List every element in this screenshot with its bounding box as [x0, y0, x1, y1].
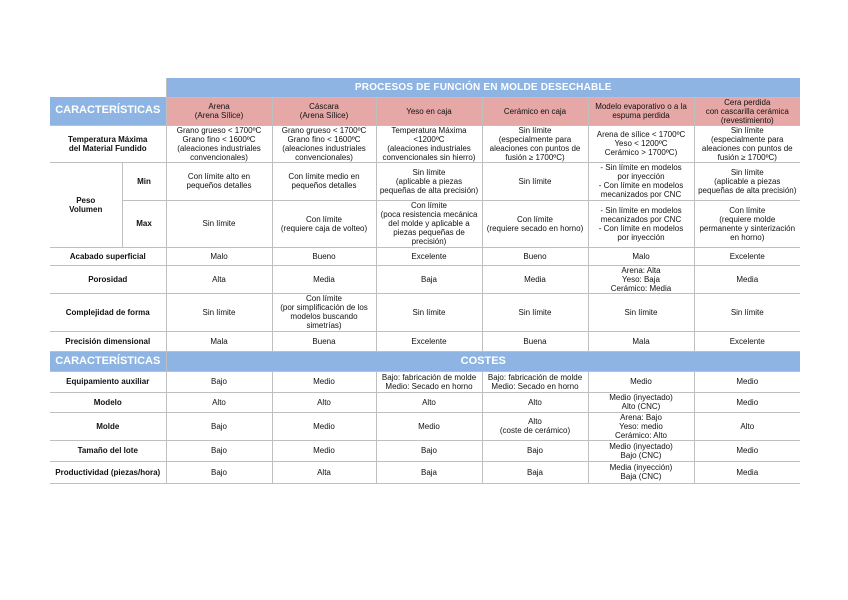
process-header [694, 97, 800, 125]
table-cell [694, 200, 800, 247]
table-cell [376, 293, 482, 331]
table-cell [482, 412, 588, 440]
table-cell [166, 200, 272, 247]
cell-line: - Con límite en modelos [598, 181, 684, 190]
cell-line: Sin límite [202, 219, 236, 228]
cell-line: Alta [212, 274, 226, 284]
cell-line: (requiere secado en horno) [486, 223, 584, 233]
cell-line: (aleaciones industriales [282, 143, 366, 153]
table-cell: Bueno [272, 247, 376, 265]
table-cell [588, 265, 694, 293]
cell-line: Peso [76, 195, 96, 205]
row-label-precision: Precisión dimensional [50, 331, 166, 351]
cell-line: Medio (inyectado) [609, 393, 673, 402]
table-cell [694, 440, 800, 461]
cell-line: Arena: Alta [621, 265, 661, 275]
cell-line: Medio [736, 397, 759, 407]
cell-line: Bajo [526, 446, 543, 455]
table-cell [482, 440, 588, 461]
table-cell [694, 461, 800, 483]
cell-line: aleaciones con puntos de [489, 143, 581, 153]
page-title: PROCESOS DE FUNCIÓN EN MOLDE DESECHABLE [166, 78, 800, 97]
cell-line: - Sin límite en modelos [600, 205, 682, 215]
table-cell [376, 265, 482, 293]
cell-line: Cerámico > 1700ºC) [604, 148, 678, 157]
cell-line: (revestimiento) [720, 115, 774, 125]
table-cell [588, 461, 694, 483]
row-label-temperature [50, 125, 166, 162]
table-cell [376, 440, 482, 461]
cell-line: Baja [526, 467, 543, 477]
cell-line: Medio [313, 446, 335, 455]
cell-line: Baja (CNC) [620, 472, 662, 481]
cell-line: espuma perdida [612, 111, 670, 120]
table-cell [694, 125, 800, 162]
cell-line: Grano grueso < 1700ºC [281, 125, 367, 135]
cell-line: Arena de sílice < 1700ºC [596, 130, 686, 139]
table-cell [376, 125, 482, 162]
cell-line: Sin límite [730, 307, 764, 317]
cell-line: Sin límite [202, 307, 236, 317]
cell-line: en horno) [730, 232, 765, 242]
table-cell [166, 293, 272, 331]
table-cell [166, 392, 272, 412]
table-cell [272, 293, 376, 331]
cell-line: Media [524, 274, 546, 284]
table-cell [482, 461, 588, 483]
cell-line: Alto [422, 397, 436, 407]
cell-line: Bajo [420, 446, 437, 455]
cell-line: Con límite [305, 214, 342, 224]
table-cell [588, 392, 694, 412]
table-cell [272, 125, 376, 162]
cell-line: Cerámico: Media [610, 283, 672, 293]
cell-line: Sin límite [518, 307, 552, 317]
cell-line: Medio [313, 421, 335, 431]
cell-line: Alto [740, 421, 755, 431]
row-label-mold: Molde [50, 412, 166, 440]
cell-line: (aleaciones industriales [177, 143, 261, 153]
cell-line: Temperatura Máxima [391, 125, 467, 135]
cell-line: por inyección [617, 232, 665, 242]
cell-line: del Material Fundido [68, 143, 147, 153]
cell-line: por inyección [617, 172, 665, 181]
cell-line: mecanizados por CNC [600, 214, 682, 224]
cell-line: Sin límite [412, 307, 446, 317]
row-label-equipment: Equipamiento auxiliar [50, 371, 166, 392]
cell-line: Grano fino < 1600ºC [182, 134, 256, 144]
table-cell [166, 412, 272, 440]
table-cell: Malo [166, 247, 272, 265]
cell-line: Cerámico en caja [503, 106, 567, 116]
table-cell [272, 392, 376, 412]
cell-line: precisión) [411, 237, 447, 246]
cell-line: (Arena Sílice) [194, 111, 244, 120]
cell-line: Volumen [69, 204, 103, 214]
table-cell [166, 440, 272, 461]
cell-line: piezas pequeñas de [393, 228, 465, 237]
cell-line: Modelo evaporativo o a la [595, 102, 687, 111]
table-cell [272, 371, 376, 392]
row-label-model: Modelo [50, 392, 166, 412]
cell-line: Alto [528, 417, 542, 426]
cell-line: Alto [528, 397, 542, 407]
cell-line: Sin límite [518, 176, 552, 186]
cell-line: Arena [208, 102, 230, 111]
table-cell [694, 162, 800, 200]
table-cell [166, 371, 272, 392]
cell-line: convencionales) [190, 152, 248, 162]
table-cell [482, 265, 588, 293]
cell-line: con cascarilla cerámica [705, 106, 789, 116]
costs-header: COSTES [166, 351, 800, 371]
cell-line: Arena: Bajo [620, 412, 662, 422]
cell-line: Sin límite [730, 167, 764, 177]
table-cell [272, 412, 376, 440]
row-label-complexity: Complejidad de forma [50, 293, 166, 331]
cell-line: fusión ≥ 1700ºC) [717, 152, 777, 162]
cell-line: Yeso en caja [406, 106, 452, 116]
table-cell [166, 125, 272, 162]
cell-line: mecanizados por CNC [600, 190, 682, 199]
table-cell [482, 371, 588, 392]
cell-line: Bajo [210, 421, 227, 431]
cell-line: Bajo: fabricación de molde [487, 372, 583, 382]
cell-line: Con límite [729, 205, 766, 215]
cell-line: Medio [736, 377, 759, 386]
cell-line: Sin límite [412, 167, 446, 177]
table-cell [694, 371, 800, 392]
characteristics-header-costs: CARACTERÍSTICAS [50, 351, 166, 371]
process-header [166, 97, 272, 125]
cell-line: pequeños detalles [291, 181, 357, 190]
table-cell [588, 125, 694, 162]
table-cell: Buena [482, 331, 588, 351]
table-cell [376, 461, 482, 483]
cell-line: Medio [313, 377, 335, 386]
cell-line: del molde y aplicable a [388, 219, 470, 228]
table-cell [694, 412, 800, 440]
cell-line: - Con límite en modelos [598, 223, 684, 233]
cell-line: Media [736, 274, 759, 284]
table-cell: Malo [588, 247, 694, 265]
cell-line: (Arena Sílice) [299, 111, 349, 120]
cell-line: Alto [212, 397, 226, 407]
cell-line: Medio (inyectado) [609, 441, 673, 451]
cell-line: - Sin límite en modelos [600, 163, 682, 172]
table-cell: Excelente [694, 331, 800, 351]
table-cell [272, 265, 376, 293]
cell-line: Media [736, 467, 759, 477]
cell-line: (requiere molde [719, 214, 776, 224]
table-cell [272, 162, 376, 200]
cell-line: pequeñas de alta precisión) [379, 185, 479, 195]
cell-line: Alta [317, 467, 331, 477]
cell-line: simetrías) [306, 321, 342, 330]
table-cell [588, 200, 694, 247]
cell-line: Bajo [210, 467, 227, 477]
table-cell [272, 200, 376, 247]
cell-line: pequeños detalles [186, 181, 252, 190]
table-cell [482, 162, 588, 200]
table-cell [482, 125, 588, 162]
cell-line: Sin límite [624, 307, 658, 317]
table-cell [376, 162, 482, 200]
cell-line: convencionales) [295, 152, 353, 162]
process-header [376, 97, 482, 125]
cell-line: Baja [420, 467, 437, 477]
cell-line: modelos buscando [290, 312, 358, 321]
table-cell: Bueno [482, 247, 588, 265]
table-cell: Mala [166, 331, 272, 351]
row-sublabel-max: Max [122, 200, 166, 247]
table-cell [482, 200, 588, 247]
cell-line: (poca resistencia mecánica [380, 210, 478, 219]
cell-line: Cáscara [309, 102, 339, 111]
cell-line: Bajo [210, 377, 227, 386]
cell-line: pequeñas de alta precisión) [698, 185, 797, 195]
cell-line: Medio [736, 446, 759, 455]
cell-line: Cerámico: Alto [614, 430, 668, 440]
cell-line: (coste de cerámico) [499, 426, 571, 435]
row-label-porosity: Porosidad [50, 265, 166, 293]
cell-line: Medio: Secado en horno [385, 381, 473, 391]
cell-line: Bajo: fabricación de molde [381, 372, 477, 382]
cell-line: Sin límite [730, 125, 764, 135]
table-cell [694, 293, 800, 331]
cell-line: (aleaciones industriales [387, 143, 471, 153]
cell-line: Grano grueso < 1700ºC [176, 125, 262, 135]
cell-line: convencionales sin hierro) [382, 152, 476, 162]
row-label-lot-size: Tamaño del lote [50, 440, 166, 461]
table-cell [482, 293, 588, 331]
cell-line: (por simplificación de los [280, 303, 368, 312]
table-cell [166, 461, 272, 483]
cell-line: Alto (CNC) [621, 402, 661, 411]
cell-line: Yeso < 1200ºC [614, 139, 668, 148]
cell-line: (aplicable a piezas [714, 176, 781, 186]
cell-line: fusión ≥ 1700ºC) [505, 152, 565, 162]
table-cell [482, 392, 588, 412]
table-cell: Excelente [376, 331, 482, 351]
table-cell [694, 265, 800, 293]
process-header [482, 97, 588, 125]
table-cell [376, 412, 482, 440]
cell-line: Medio: Secado en horno [491, 381, 579, 391]
cell-line: Media [313, 274, 335, 284]
table-cell [588, 412, 694, 440]
cell-line: Con límite alto en [187, 172, 251, 181]
cell-line: Bajo (CNC) [620, 450, 662, 460]
table-cell [376, 371, 482, 392]
cell-line: permanente y sinterización [699, 223, 796, 233]
table-cell [272, 461, 376, 483]
table-cell: Excelente [376, 247, 482, 265]
table-cell [376, 392, 482, 412]
cell-line: Medio [630, 377, 652, 386]
table-cell [588, 371, 694, 392]
cell-line: Yeso: medio [619, 421, 663, 431]
table-cell: Mala [588, 331, 694, 351]
row-label-weight [50, 162, 122, 247]
process-header [588, 97, 694, 125]
cell-line: (aplicable a piezas [395, 176, 463, 186]
process-header [272, 97, 376, 125]
cell-line: Bajo [210, 446, 227, 455]
table-cell [588, 162, 694, 200]
table-cell: Buena [272, 331, 376, 351]
corner-blank [50, 78, 166, 97]
cell-line: Yeso: Baja [622, 274, 660, 284]
cell-line: <1200ºC [413, 134, 445, 144]
table-cell: Excelente [694, 247, 800, 265]
table-cell [166, 265, 272, 293]
characteristics-header: CARACTERÍSTICAS [50, 97, 166, 125]
row-label-finish: Acabado superficial [50, 247, 166, 265]
cell-line: Alto [317, 397, 331, 407]
cell-line: Con límite [410, 201, 447, 210]
cell-line: Con límite [305, 294, 342, 303]
table-cell [376, 200, 482, 247]
cell-line: Con límite medio en [288, 172, 360, 181]
cell-line: Media (inyección) [609, 463, 673, 472]
cell-line: Con límite [516, 214, 553, 224]
row-sublabel-min: Min [122, 162, 166, 200]
cell-line: aleaciones con puntos de [701, 143, 793, 153]
casting-processes-table [50, 78, 800, 484]
row-label-productivity: Productividad (piezas/hora) [50, 461, 166, 483]
cell-line: (requiere caja de volteo) [280, 223, 368, 233]
table-cell [166, 162, 272, 200]
table-cell [272, 440, 376, 461]
cell-line: Medio [418, 421, 440, 431]
table-cell [694, 392, 800, 412]
cell-line: (especialmente para [711, 134, 784, 144]
cell-line: Temperatura Máxima [68, 134, 148, 144]
cell-line: Grano fino < 1600ºC [287, 134, 361, 144]
table-cell [588, 293, 694, 331]
cell-line: Baja [420, 274, 437, 284]
table-cell [588, 440, 694, 461]
cell-line: Sin límite [518, 125, 552, 135]
cell-line: (especialmente para [498, 134, 572, 144]
cell-line: Cera perdida [724, 97, 771, 107]
